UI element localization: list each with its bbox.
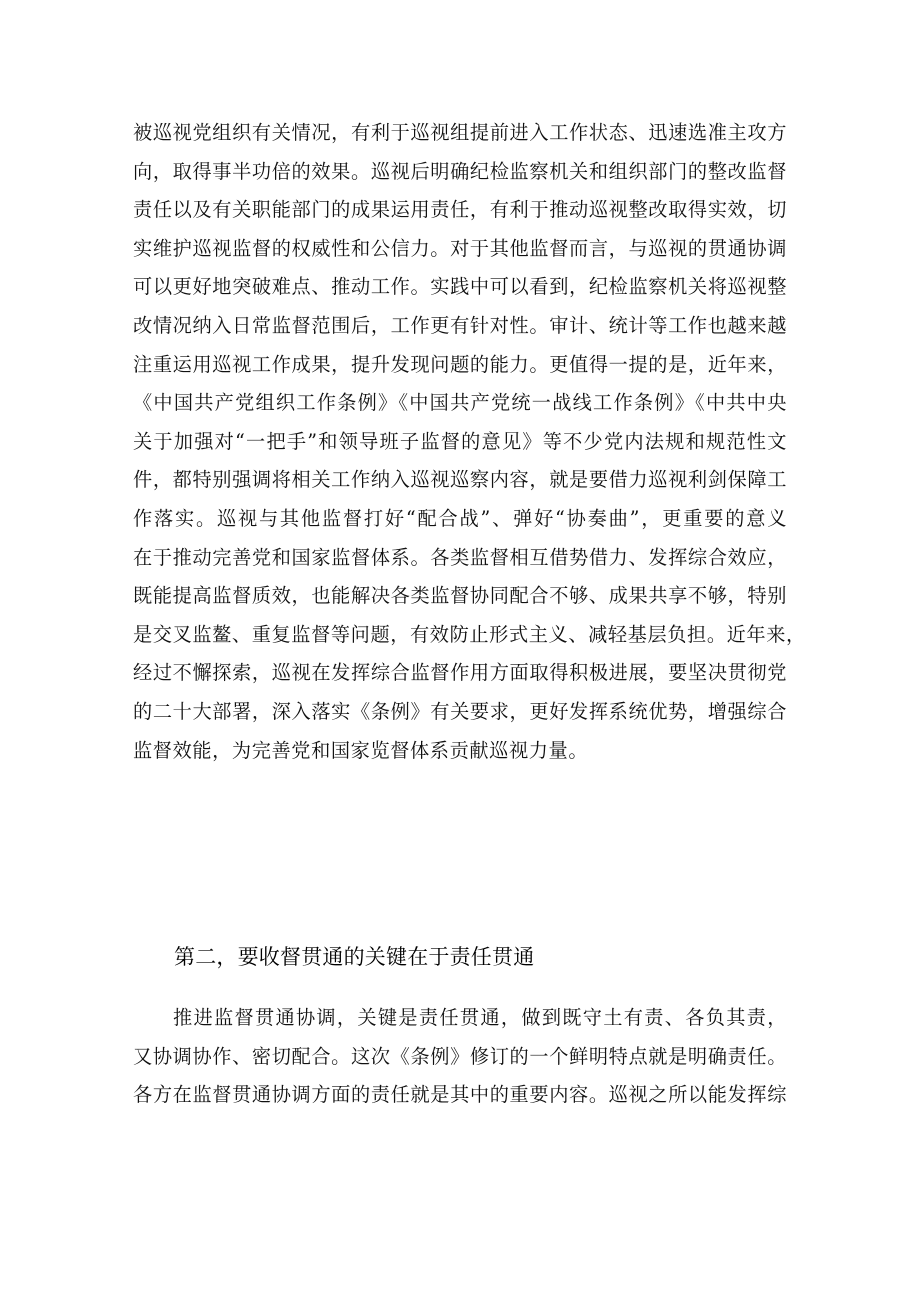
text-line: 作落实。巡视与其他监督打好“配合战”、弹好“协奏曲”，更重要的意义 — [133, 506, 787, 530]
text-line: 监督效能，为完善党和国家览督体系贡献巡视力量。 — [133, 738, 589, 762]
text-line: 推进监督贯通协调，关键是责任贯通，做到既守土有责、各负其责， — [173, 1006, 787, 1029]
text-line: 既能提高监督质效，也能解决各类监督协同配合不够、成果共享不够，特别 — [133, 584, 787, 608]
text-line: 被巡视党组织有关情况，有利于巡视组提前进入工作状态、迅速选准主攻方 — [133, 121, 787, 144]
text-line: 又协调协作、密切配合。这次《条例》修订的一个鲜明特点就是明确责任。 — [133, 1044, 787, 1068]
section-heading: 第二，要收督贯通的关键在于责任贯通 — [174, 945, 535, 969]
text-line: 向，取得事半功倍的效果。巡视后明确纪检监察机关和组织部门的整改监督 — [133, 159, 787, 183]
text-line: 实维护巡视监督的权威性和公信力。对于其他监督而言，与巡视的贯通协调 — [133, 236, 787, 260]
text-line: 关于加强对“一把手”和领导班子监督的意见》等不少党内法规和规范性文 — [133, 429, 787, 453]
text-line: 注重运用巡视工作成果，提升发现问题的能力。更值得一提的是，近年来， — [133, 352, 787, 376]
text-line: 可以更好地突破难点、推动工作。实践中可以看到，纪检监察机关将巡视整 — [133, 275, 787, 299]
text-line: 《中国共产党组织工作条例》《中国共产党统一战线工作条例》《中共中央 — [133, 391, 787, 415]
paragraph-2 — [133, 999, 787, 1115]
body-paragraph — [133, 114, 806, 770]
body-paragraph — [133, 999, 787, 1115]
text-line: 经过不懈探索，巡视在发挥综合监督作用方面取得积极进展，要坚决贯彻党 — [133, 661, 787, 685]
text-line: 责任以及有关职能部门的成果运用责任，有利于推动巡视整改取得实效，切 — [133, 198, 787, 222]
text-line: 各方在监督贯通协调方面的责任就是其中的重要内容。巡视之所以能发挥综 — [133, 1083, 787, 1107]
paragraph-1 — [133, 114, 806, 770]
text-line: 是交叉监鳌、重复监督等问题，有效防止形式主义、减轻基层负担。近年来， — [133, 622, 806, 646]
text-line: 在于推动完善党和国家监督体系。各类监督相互借势借力、发挥综合效应， — [133, 545, 787, 569]
text-line: 改情况纳入日常监督范围后，工作更有针对性。审计、统计等工作也越来越 — [133, 313, 787, 337]
text-line: 的二十大部署，深入落实《条例》有关要求，更好发挥系统优势，增强综合 — [133, 699, 787, 723]
text-line: 件，都特别强调将相关工作纳入巡视巡察内容，就是要借力巡视利剑保障工 — [133, 468, 787, 492]
